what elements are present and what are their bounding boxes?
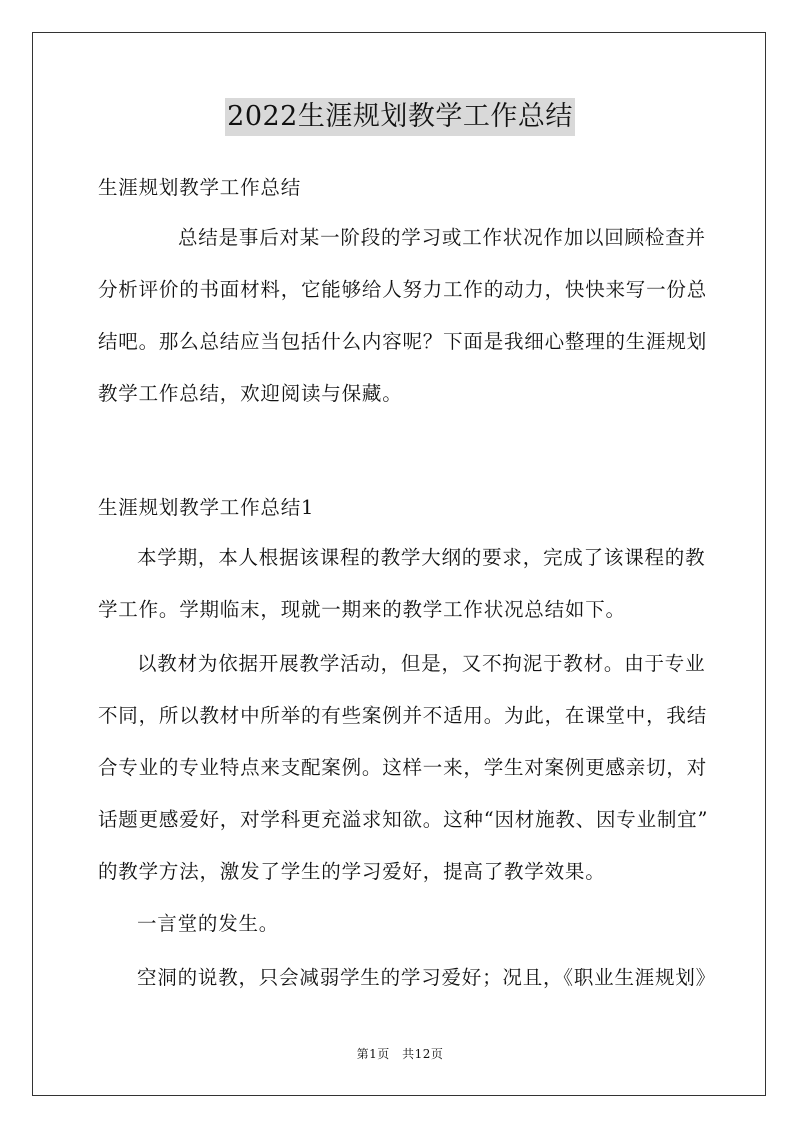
para2-line-4: 话题更感爱好，对学科更充溢求知欲。这种“因材施教、因专业制宜” <box>98 808 709 831</box>
intro-line-3: 结吧。那么总结应当包括什么内容呢？下面是我细心整理的生涯规划 <box>98 330 708 353</box>
page-total: 共12页 <box>402 1047 444 1061</box>
title-wrap <box>0 98 800 136</box>
intro-line-2: 分析评价的书面材料，它能够给人努力工作的动力，快快来写一份总 <box>98 278 708 301</box>
intro-line-4: 教学工作总结，欢迎阅读与保藏。 <box>98 382 403 405</box>
page-number: 第1页 <box>356 1047 390 1061</box>
page-footer <box>0 1045 800 1062</box>
intro-line-1: 总结是事后对某一阶段的学习或工作状况作加以回顾检查并 <box>178 226 706 249</box>
para2-line-3: 合专业的专业特点来支配案例。这样一来，学生对案例更感亲切，对 <box>98 756 708 779</box>
document-title: 2022生涯规划教学工作总结 <box>225 98 575 136</box>
para4-line-1: 空洞的说教，只会减弱学生的学习爱好；况且，《职业生涯规划》 <box>137 966 716 989</box>
para2-line-1: 以教材为依据开展教学活动，但是，又不拘泥于教材。由于专业 <box>137 652 706 675</box>
para1-line-1: 本学期，本人根据该课程的教学大纲的要求，完成了该课程的教 <box>137 546 706 569</box>
para1-line-2: 学工作。学期临末，现就一期来的教学工作状况总结如下。 <box>98 598 626 621</box>
para2-line-5: 的教学方法，激发了学生的学习爱好，提高了教学效果。 <box>98 860 606 883</box>
subtitle-text: 生涯规划教学工作总结 <box>98 176 302 199</box>
section-heading-text: 生涯规划教学工作总结1 <box>98 496 315 519</box>
para2-line-2: 不同，所以教材中所举的有些案例并不适用。为此，在课堂中，我结 <box>98 704 708 727</box>
para3-line-1: 一言堂的发生。 <box>137 912 280 935</box>
